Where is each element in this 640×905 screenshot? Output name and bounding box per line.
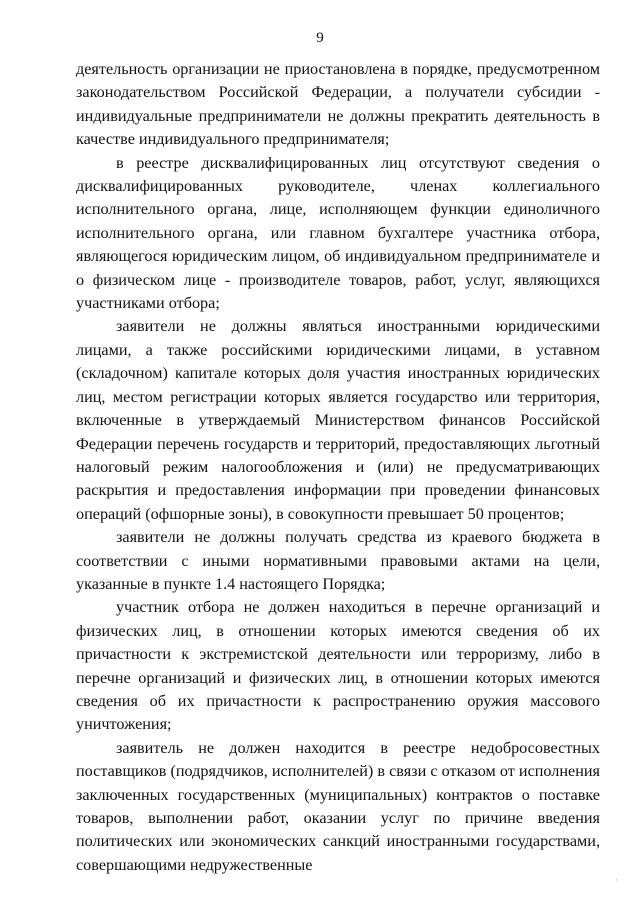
paragraph-disqualified-registry: в реестре дисквалифицированных лиц отсутствуют сведения о дисквалифицированных руководителе, членах коллегиального исполнительного органа, лице, исполняющем функции единоличного исполнительного органа, или главном бухгалтере участника отбора, являющегося юридическим лицом, об индивидуальном предпринимателе и о физическом лице - производителе товаров, работ, услуг, являющихся участниками отбора; (76, 153, 600, 313)
corner-mark: · (615, 875, 618, 885)
paragraph-unreliable-suppliers: заявитель не должен находится в реестре недобросовестных поставщиков (подрядчиков, исполнителей) в связи с отказом от исполнения заключенных государственных (муниципальных) контрактов о поставке товаров, выполнении работ, оказании услуг по причине введения политических или экономических санкций иностранными государствами, совершающими недружественные (76, 738, 600, 874)
paragraph-regional-budget: заявители не должны получать средства из краевого бюджета в соответствии с иными нормативными правовыми актами на цели, указанные в пункте 1.4 настоящего Порядка; (76, 528, 600, 593)
document-body (76, 58, 600, 877)
page-number: 9 (316, 30, 324, 46)
paragraph-extremism-list: участник отбора не должен находиться в перечне организаций и физических лиц, в отношении которых имеются сведения об их причастности к экстремистской деятельности или терроризму, либо в перечне организаций и физических лиц, в отношении которых имеются сведения об их причастности к распространению оружия массового уничтожения; (76, 598, 600, 734)
paragraph-foreign-entities: заявители не должны являться иностранными юридическими лицами, а также российскими юридическими лицами, в уставном (складочном) капитале которых доля участия иностранных юридических лиц, местом регистрации которых является государство или территория, включенные в утверждаемый Министерством финансов Российской Федерации перечень государств и территорий, предоставляющих льготный налоговый режим налогообложения и (или) не предусматривающих раскрытия и предоставления информации при проведении финансовых операций (офшорные зоны), в совокупности превышает 50 процентов; (76, 317, 600, 523)
paragraph-continuation: деятельность организации не приостановлена в порядке, предусмотренном законодательством Российской Федерации, а получатели субсидии - индивидуальные предприниматели не должны прекратить деятельность в качестве индивидуального предпринимателя; (76, 60, 600, 149)
